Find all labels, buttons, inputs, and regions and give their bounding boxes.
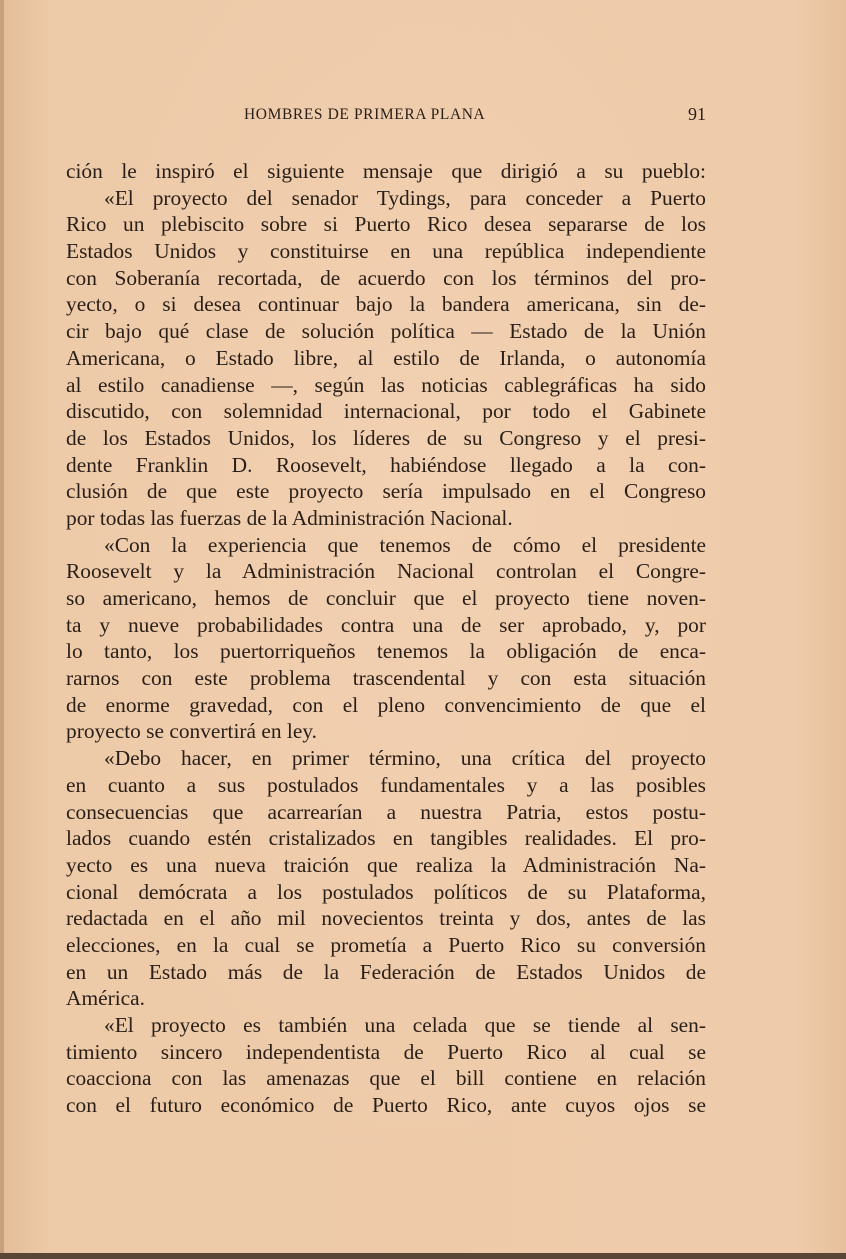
text-line: en cuanto a sus postulados fundamentales y a las posibles: [66, 772, 706, 797]
page-left-edge: [0, 0, 4, 1259]
text-line: «Debo hacer, en primer término, una crítica del proyecto: [104, 746, 706, 771]
text-line: yecto es una nueva traición que realiza la Administración Na-: [66, 852, 706, 877]
text-line: rarnos con este problema trascendental y con esta situación: [66, 666, 706, 691]
body-text: [66, 158, 706, 1119]
text-line: ta y nueve probabilidades contra una de ser aprobado, y, por: [66, 612, 706, 637]
text-line: Estados Unidos y constituirse en una república independiente: [66, 239, 706, 264]
text-line: yecto, o si desea continuar bajo la bandera americana, sin de-: [66, 292, 706, 317]
text-line: de los Estados Unidos, los líderes de su Congreso y el presi-: [66, 425, 706, 450]
text-line: discutido, con solemnidad internacional, por todo el Gabinete: [66, 399, 706, 424]
text-line: clusión de que este proyecto sería impulsado en el Congreso: [66, 479, 706, 504]
text-line: elecciones, en la cual se prometía a Puerto Rico su conversión: [66, 932, 706, 957]
text-line: con el futuro económico de Puerto Rico, ante cuyos ojos se: [66, 1093, 706, 1118]
text-line: lo tanto, los puertorriqueños tenemos la obligación de enca-: [66, 639, 706, 664]
text-line: «Con la experiencia que tenemos de cómo el presidente: [104, 532, 706, 557]
text-line: «El proyecto del senador Tydings, para conceder a Puerto: [104, 185, 706, 210]
text-line: proyecto se convertirá en ley.: [66, 719, 318, 744]
running-title: HOMBRES DE PRIMERA PLANA: [244, 106, 486, 123]
text-line: América.: [66, 986, 145, 1011]
text-line: dente Franklin D. Roosevelt, habiéndose llegado a la con-: [66, 452, 706, 477]
text-line: cir bajo qué clase de solución política — Estado de la Unión: [66, 319, 706, 344]
text-line: en un Estado más de la Federación de Estados Unidos de: [66, 959, 706, 984]
text-line: por todas las fuerzas de la Administración Nacional.: [66, 505, 513, 530]
text-line: redactada en el año mil novecientos treinta y dos, antes de las: [66, 906, 706, 931]
page-bottom-edge: [0, 1253, 846, 1259]
text-line: Rico un plebiscito sobre si Puerto Rico desea separarse de los: [66, 212, 706, 237]
text-line: con Soberanía recortada, de acuerdo con los términos del pro-: [66, 265, 706, 290]
text-line: timiento sincero independentista de Puerto Rico al cual se: [66, 1039, 706, 1064]
text-line: de enorme gravedad, con el pleno convencimiento de que el: [66, 692, 706, 717]
text-line: lados cuando estén cristalizados en tangibles realidades. El pro-: [66, 826, 706, 851]
text-line: Americana, o Estado libre, al estilo de Irlanda, o autonomía: [66, 345, 706, 370]
text-line: so americano, hemos de concluir que el proyecto tiene noven-: [66, 586, 706, 610]
text-line: coacciona con las amenazas que el bill contiene en relación: [66, 1066, 706, 1091]
page-number: 91: [688, 104, 706, 124]
text-line: cional demócrata a los postulados políticos de su Plataforma,: [66, 879, 706, 904]
text-line: consecuencias que acarrearían a nuestra Patria, estos postu-: [66, 799, 706, 824]
text-line: «El proyecto es también una celada que se tiende al sen-: [104, 1013, 706, 1037]
text-line: Roosevelt y la Administración Nacional controlan el Congre-: [66, 559, 706, 584]
text-line: ción le inspiró el siguiente mensaje que dirigió a su pueblo:: [66, 159, 706, 183]
page-header: [66, 104, 706, 130]
text-line: al estilo canadiense —, según las noticias cablegráficas ha sido: [66, 372, 706, 397]
